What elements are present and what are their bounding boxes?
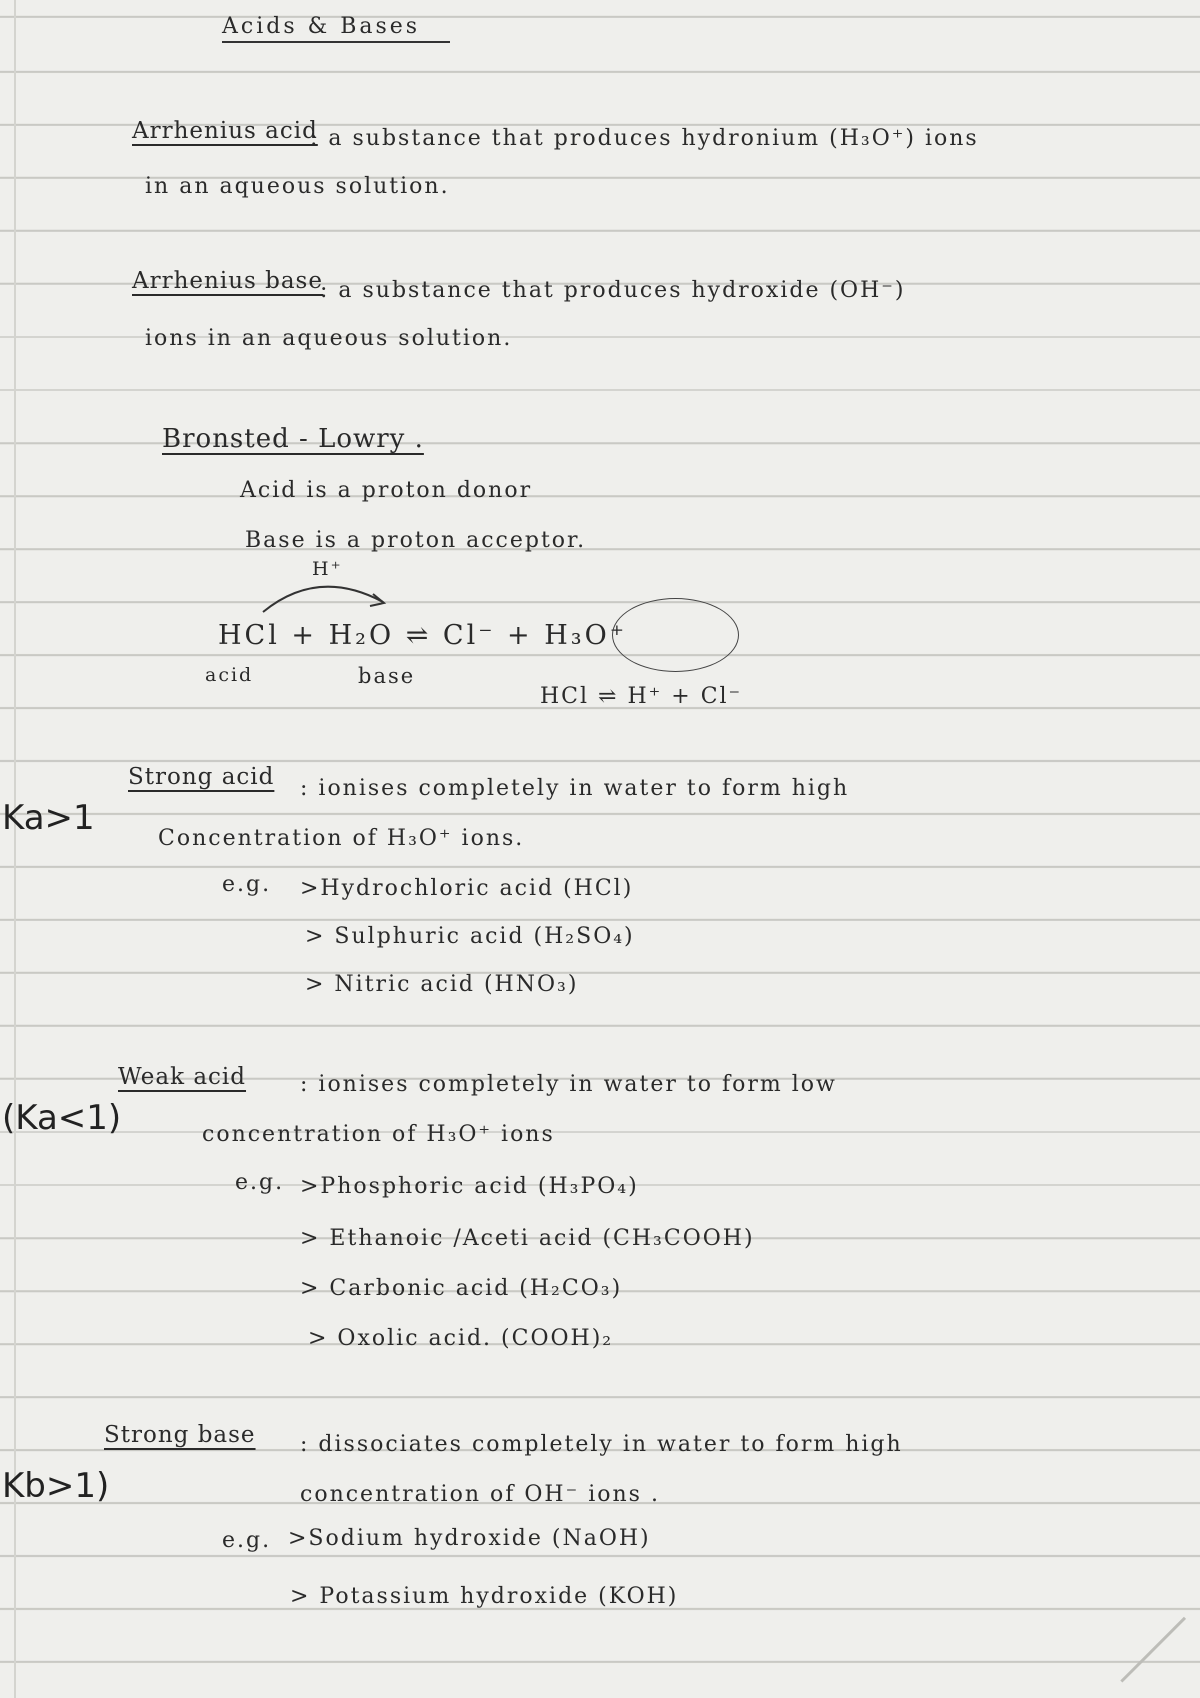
ka-strong-note: Ka>1 <box>2 798 95 838</box>
weak-acid-example: >Phosphoric acid (H₃PO₄) <box>300 1174 639 1199</box>
equation-right: H₃O⁺ <box>544 620 628 651</box>
bronsted-heading: Bronsted - Lowry . <box>162 424 424 454</box>
weak-acid-term: Weak acid <box>118 1064 247 1090</box>
circle-annotation <box>612 598 739 672</box>
weak-acid-line2: concentration of H₃O⁺ ions <box>202 1122 555 1147</box>
arrhenius-acid-line1: : a substance that produces hydronium (H₃O⁺) ions <box>310 126 979 151</box>
weak-acid-example: > Carbonic acid (H₂CO₃) <box>300 1276 623 1301</box>
arrhenius-acid-line2: in an aqueous solution. <box>145 174 450 199</box>
strong-base-line1: : dissociates completely in water to form high <box>300 1432 903 1457</box>
strong-base-example: >Sodium hydroxide (NaOH) <box>288 1526 651 1551</box>
strong-base-term: Strong base <box>104 1422 256 1448</box>
strong-base-eg: e.g. <box>222 1528 272 1553</box>
strong-acid-eg: e.g. <box>222 872 272 897</box>
margin-line <box>14 0 16 1698</box>
strong-acid-example: > Nitric acid (HNO₃) <box>305 972 579 997</box>
bronsted-equation <box>218 620 627 651</box>
base-label: base <box>358 664 416 688</box>
strong-base-example: > Potassium hydroxide (KOH) <box>290 1584 679 1609</box>
page-title: Acids & Bases <box>222 14 450 43</box>
arrhenius-base-line1: : a substance that produces hydroxide (OH⁻) <box>320 278 906 303</box>
strong-acid-example: > Sulphuric acid (H₂SO₄) <box>305 924 635 949</box>
page-corner-fold <box>1120 1617 1200 1698</box>
weak-acid-line1: : ionises completely in water to form low <box>300 1072 837 1097</box>
h-plus-label: H⁺ <box>312 558 343 580</box>
equation-left: HCl + H₂O ⇌ Cl⁻ + <box>218 620 545 651</box>
weak-acid-example: > Oxolic acid. (COOH)₂ <box>308 1326 614 1351</box>
proton-transfer-arrow <box>258 572 398 617</box>
arrhenius-acid-term: Arrhenius acid <box>132 118 318 144</box>
strong-acid-term: Strong acid <box>128 764 275 790</box>
strong-acid-line1: : ionises completely in water to form high <box>300 776 850 801</box>
weak-acid-eg: e.g. <box>235 1170 285 1195</box>
strong-base-line2: concentration of OH⁻ ions . <box>300 1482 660 1507</box>
ka-weak-note: (Ka<1) <box>2 1098 122 1138</box>
strong-acid-line2: Concentration of H₃O⁺ ions. <box>158 826 525 851</box>
bronsted-base-line: Base is a proton acceptor. <box>245 528 587 553</box>
weak-acid-example: > Ethanoic /Aceti acid (CH₃COOH) <box>300 1226 755 1251</box>
hcl-equation: HCl ⇌ H⁺ + Cl⁻ <box>540 684 743 709</box>
bronsted-acid-line: Acid is a proton donor <box>240 478 533 503</box>
kb-strong-note: Kb>1) <box>2 1466 110 1506</box>
strong-acid-example: >Hydrochloric acid (HCl) <box>300 876 634 901</box>
arrhenius-base-line2: ions in an aqueous solution. <box>145 326 513 351</box>
arrhenius-base-term: Arrhenius base <box>132 268 323 294</box>
acid-label: acid <box>205 664 254 686</box>
